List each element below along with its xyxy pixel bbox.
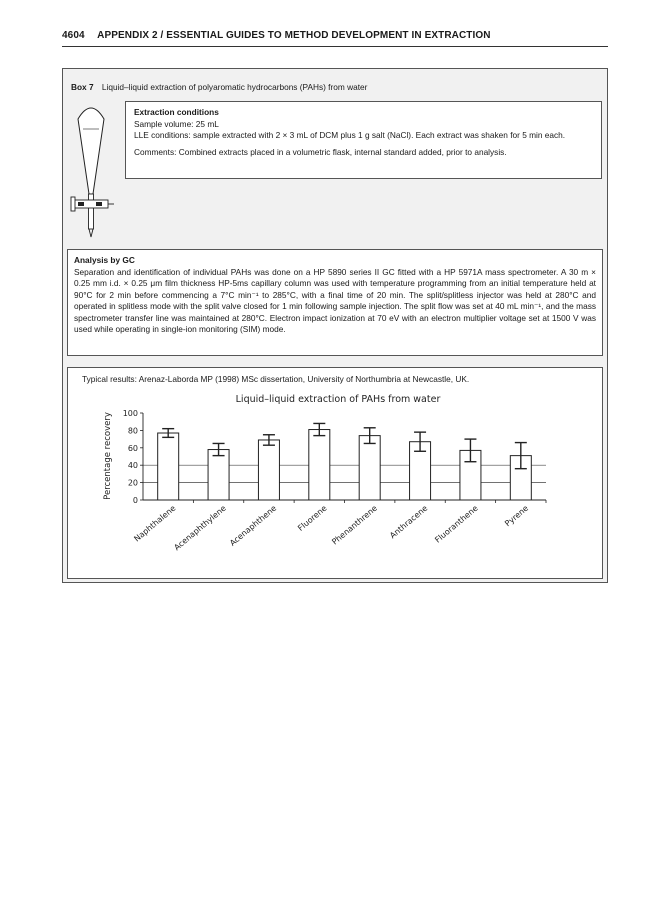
analysis-heading: Analysis by GC [74,255,135,265]
analysis-panel [67,249,603,356]
chart-title: Liquid–liquid extraction of PAHs from water [235,394,441,405]
sample-volume-text: Sample volume: 25 mL [134,118,219,129]
recovery-bar-chart [68,368,602,578]
y-axis-label: Percentage recovery [103,412,113,500]
bar-acenaphthene [258,440,279,500]
x-tick-label-fluorene: Fluorene [296,503,329,533]
x-tick-label-phenanthrene: Phenanthrene [330,503,379,547]
box-label: Box 7 [71,82,94,92]
x-tick-label-acenaphthene: Acenaphthene [228,503,279,548]
results-caption: Typical results: Arenaz-Laborda MP (1998) MSc dissertation, University of Northumbria at Newcastle, UK. [82,374,470,384]
separatory-funnel-icon [66,99,116,249]
lle-conditions-text: LLE conditions: sample extracted with 2 × 3 mL of DCM plus 1 g salt (NaCl). Each extract was shaken for 5 min each. [134,130,566,140]
bar-phenanthrene [359,436,380,500]
y-tick-label-100: 100 [122,409,138,418]
box-7 [62,68,608,583]
analysis-text: Separation and identification of individual PAHs was done on a HP 5890 series II GC fitted with a HP 5971A mass spectrometer. A 30 m × 0.25 mm i.d. × 0.25 μm film thickness HP-5ms capillary column was used with temperature programming from an initial temperature held at 90°C for 2 min before commencing a 7°C min⁻¹ to 285°C, with a final time of 20 min. The split/splitless injector was held at 280°C and operated in splitless mode with the split valve closed for 1 min following sample injection. The split flow was set at 40 mL min⁻¹, and the mass spectrometer transfer line was maintained at 280°C. Electron impact ionization at 70 eV with an electron multiplier voltage set at 1500 V was used while operating in single-ion monitoring (SIM) mode. [74,266,596,334]
x-tick-label-acenaphthylene: Acenaphthylene [172,503,228,553]
y-tick-label-60: 60 [127,443,138,453]
bar-acenaphthylene [208,450,229,500]
x-tick-label-pyrene: Pyrene [503,503,531,529]
x-tick-label-anthracene: Anthracene [388,503,430,541]
box-title-text: Liquid–liquid extraction of polyaromatic hydrocarbons (PAHs) from water [101,82,368,92]
extraction-conditions-panel [125,101,602,179]
y-tick-label-20: 20 [127,478,138,488]
bar-naphthalene [158,433,179,500]
conditions-heading: Extraction conditions [134,107,219,117]
header-rule [62,46,608,47]
y-tick-label-80: 80 [127,426,138,436]
x-tick-label-naphthalene: Naphthalene [132,503,178,544]
results-panel [67,367,603,579]
page-number: 4604 [62,30,85,41]
x-tick-label-fluoranthene: Fluoranthene [433,503,480,545]
running-header [62,30,608,41]
y-tick-label-0: 0 [132,496,138,505]
box-title [71,82,367,92]
bar-fluorene [309,430,330,500]
y-tick-label-40: 40 [127,461,138,471]
comments-text: Comments: Combined extracts placed in a volumetric flask, internal standard added, prior to analysis. [134,146,507,157]
running-title: APPENDIX 2 / ESSENTIAL GUIDES TO METHOD DEVELOPMENT IN EXTRACTION [97,30,491,41]
